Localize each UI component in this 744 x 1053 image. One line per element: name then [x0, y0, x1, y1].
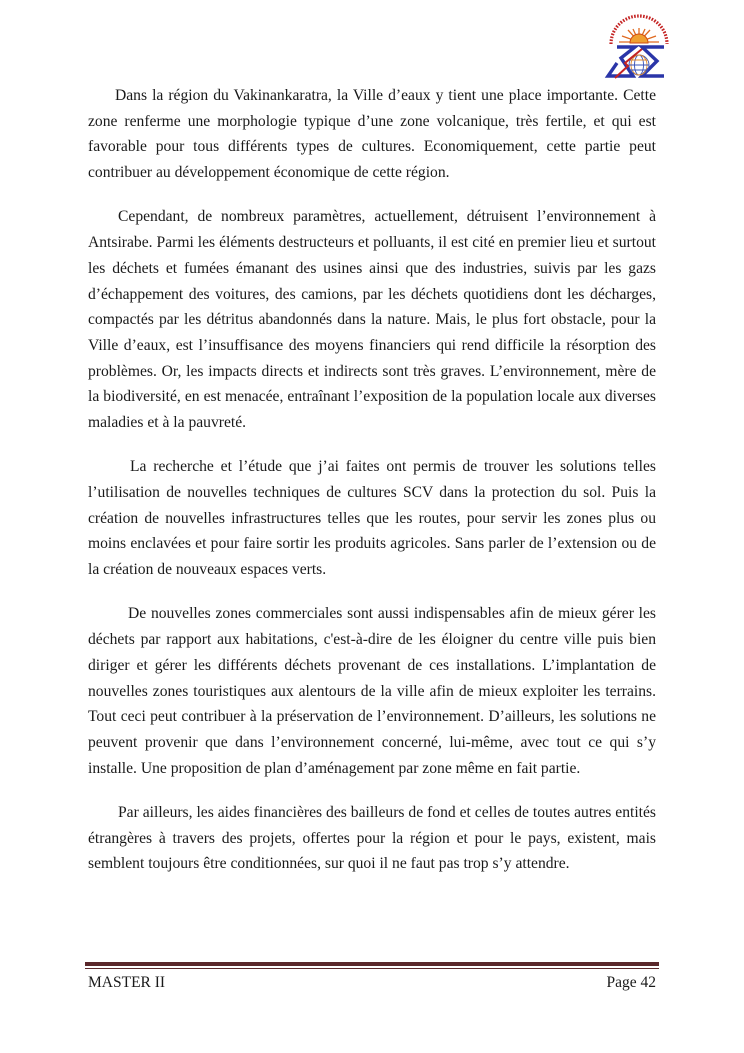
- footer-rule: [85, 962, 659, 969]
- university-crest-logo: [600, 8, 678, 82]
- paragraph-financial-aid: Par ailleurs, les aides financières des bailleurs de fond et celles de toutes autres entités étrangères à travers des projets, offertes pour la région et pour le pays, existent, mais semblent toujours être conditionnées, sur quoi il ne faut pas trop s’y attendre.: [88, 803, 656, 873]
- footer-document-title: MASTER II: [88, 974, 166, 991]
- paragraph-intro-region: Dans la région du Vakinankaratra, la Ville d’eaux y tient une place importante. Cette zone renferme une morphologie typique d’une zone volcanique, très fertile, et qui est favorable pour tous différents types de cultures. Economiquement, cette partie peut contribuer au développement économique de cette région.: [88, 87, 656, 182]
- paragraph-environment-problems: Cependant, de nombreux paramètres, actuellement, détruisent l’environnement à Antsirabe. Parmi les éléments destructeurs et polluants, il est cité en premier lieu et surtout les déchets et fumées émanant des usines ainsi que des industries, suivis par les gazs d’échappement des voitures, des camions, par les déchets quotidiens dont les décharges, compactés par les détritus abandonnés dans la nature. Mais, le plus fort obstacle, pour la Ville d’eaux, est l’insuffisance des moyens financiers qui rend difficile la résorption des problèmes. Or, les impacts directs et indirects sont très graves. L’environnement, mère de la biodiversité, en est menacée, entraînant l’exposition de la population locale aux diverses maladies et à la pauvreté.: [88, 208, 656, 432]
- paragraph-commercial-zones: De nouvelles zones commerciales sont aussi indispensables afin de mieux gérer les déchets par rapport aux habitations, c'est-à-dire de les éloigner du centre ville puis bien diriger et gérer les différents déchets provenant de ces installations. L’implantation de nouvelles zones touristiques aux alentours de la ville afin de mieux exploiter les terrains. Tout ceci peut contribuer à la préservation de l’environnement. D’ailleurs, les solutions ne peuvent provenir que dans l’environnement concerné, lui-même, avec tout ce qui s’y installe. Une proposition de plan d’aménagement par zone même en fait partie.: [88, 605, 656, 777]
- footer-page-number: Page 42: [606, 974, 656, 991]
- page-body: [88, 83, 656, 896]
- paragraph-research-solutions: La recherche et l’étude que j’ai faites ont permis de trouver les solutions telles l’utilisation de nouvelles techniques de cultures SCV dans la protection du sol. Puis la création de nouvelles infrastructures telles que les routes, pour servir les zones plus ou moins enclavées et pour faire sortir les produits agricoles. Sans parler de l’extension ou de la création de nouveaux espaces verts.: [88, 458, 656, 579]
- page-footer: [88, 972, 656, 994]
